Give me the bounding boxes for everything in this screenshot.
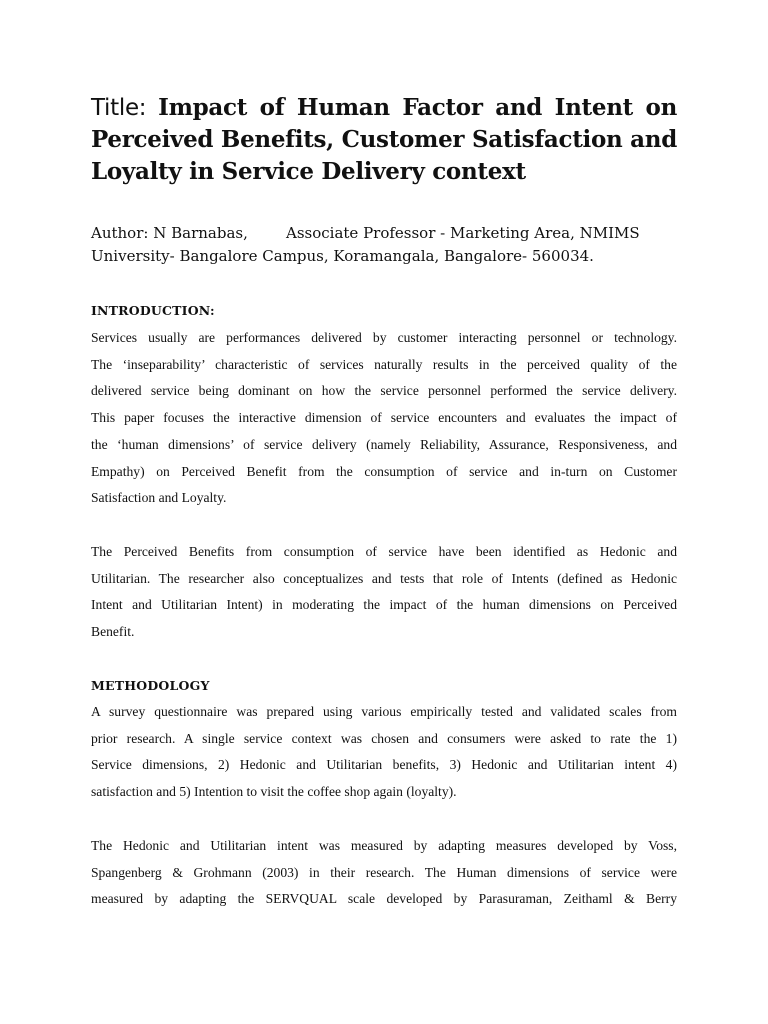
text-line: Empathy) on Perceived Benefit from the consumption of service and in-turn on Customer [91, 463, 677, 479]
author-line-2: University- Bangalore Campus, Koramangala, Bangalore- 560034. [91, 247, 594, 265]
text-line: Benefit. [91, 624, 135, 640]
methodology-heading: METHODOLOGY [91, 678, 210, 693]
text-line: A survey questionnaire was prepared using various empirically tested and validated scales from [91, 704, 677, 719]
text-line: The Hedonic and Utilitarian intent was measured by adapting measures developed by Voss, [91, 838, 677, 853]
text-line: The ‘inseparability’ characteristic of services naturally results in the perceived quality of the [91, 356, 677, 372]
methodology-paragraph-2 [91, 833, 677, 913]
text-line: Spangenberg & Grohmann (2003) in their research. The Human dimensions of service were [91, 864, 677, 880]
text-line: Utilitarian. The researcher also conceptualizes and tests that role of Intents (defined as Hedonic [91, 570, 677, 586]
text-line: the ‘human dimensions’ of service delivery (namely Reliability, Assurance, Responsiveness, and [91, 436, 677, 452]
text-line: Service dimensions, 2) Hedonic and Utilitarian benefits, 3) Hedonic and Utilitarian intent 4) [91, 757, 677, 773]
text-line: satisfaction and 5) Intention to visit the coffee shop again (loyalty). [91, 784, 457, 800]
methodology-paragraph-1 [91, 699, 677, 806]
paper-title [91, 92, 677, 188]
title-prefix: Title: [91, 95, 147, 121]
introduction-paragraph-1 [91, 325, 677, 512]
introduction-heading: INTRODUCTION: [91, 303, 215, 318]
author-line-1: Author: N Barnabas, Associate Professor - Marketing Area, NMIMS [91, 224, 640, 242]
text-line: The Perceived Benefits from consumption of service have been identified as Hedonic and [91, 544, 677, 559]
text-line: prior research. A single service context was chosen and consumers were asked to rate the 1) [91, 730, 677, 746]
text-line: delivered service being dominant on how the service personnel performed the service delivery. [91, 383, 677, 399]
text-line: Services usually are performances delivered by customer interacting personnel or technology. [91, 330, 677, 345]
introduction-paragraph-2 [91, 539, 677, 646]
text-line: This paper focuses the interactive dimension of service encounters and evaluates the impact of [91, 410, 677, 426]
text-line: measured by adapting the SERVQUAL scale developed by Parasuraman, Zeithaml & Berry [91, 891, 677, 907]
title-text: Impact of Human Factor and Intent on Perceived Benefits, Customer Satisfaction and Loyalty in Service Delivery context [91, 94, 677, 185]
text-line: Satisfaction and Loyalty. [91, 490, 227, 506]
text-line: Intent and Utilitarian Intent) in moderating the impact of the human dimensions on Perceived [91, 597, 677, 613]
author-block [91, 222, 677, 268]
